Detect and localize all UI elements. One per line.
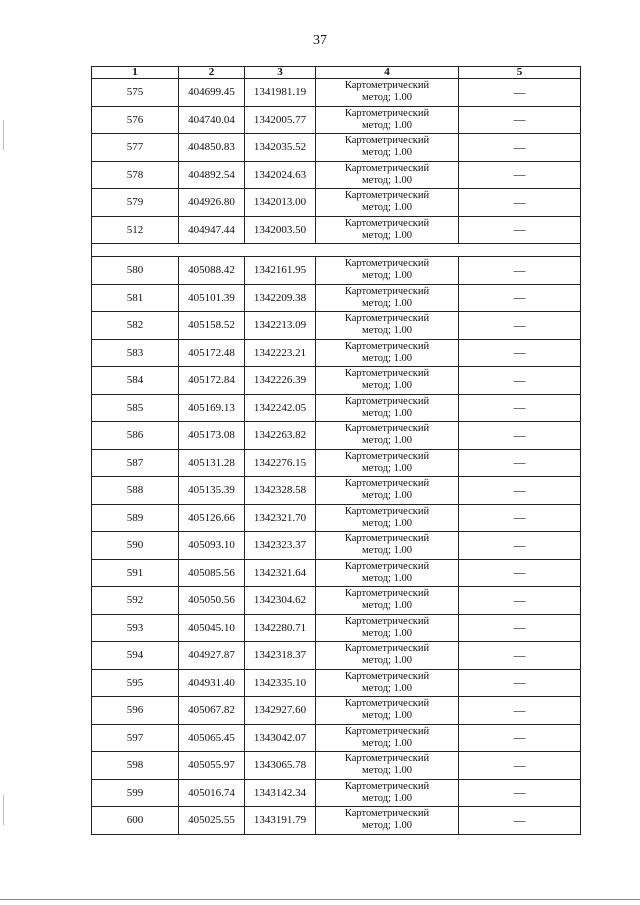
method-line-2: метод; 1.00 (362, 462, 412, 474)
method-line-1: Картометрический (344, 533, 430, 545)
method-line-1: Картометрический (344, 190, 430, 202)
method-line-1: Картометрический (344, 135, 430, 147)
method-line-2: метод; 1.00 (362, 600, 412, 612)
method-line-2: метод; 1.00 (362, 765, 412, 777)
table-row (92, 79, 581, 107)
method-line-1: Картометрический (344, 340, 430, 352)
point-number-cell: 575 (92, 79, 179, 107)
point-number-cell: 577 (92, 134, 179, 162)
point-number-cell: 512 (92, 216, 179, 244)
method-line-1: Картометрический (344, 615, 430, 627)
table-row (92, 752, 581, 780)
coordinate-y-cell: 1342328.58 (245, 477, 316, 505)
method-line-1: Картометрический (344, 560, 430, 572)
coordinate-x-cell: 405016.74 (179, 779, 245, 807)
method-line-1: Картометрический (344, 313, 430, 325)
description-cell: — (459, 477, 581, 505)
description-cell: — (459, 752, 581, 780)
method-cell (316, 367, 459, 395)
method-cell (316, 724, 459, 752)
coordinate-x-cell: 405172.48 (179, 339, 245, 367)
method-line-1: Картометрический (344, 643, 430, 655)
coordinate-x-cell: 404926.80 (179, 189, 245, 217)
coordinate-x-cell: 404740.04 (179, 106, 245, 134)
point-number-cell: 599 (92, 779, 179, 807)
coordinate-y-cell: 1342263.82 (245, 422, 316, 450)
point-number-cell: 583 (92, 339, 179, 367)
method-line-2: метод; 1.00 (362, 352, 412, 364)
coordinate-x-cell: 405055.97 (179, 752, 245, 780)
scan-bottom-edge (0, 899, 640, 900)
method-cell (316, 284, 459, 312)
method-line-2: метод; 1.00 (362, 297, 412, 309)
method-line-1: Картометрический (344, 423, 430, 435)
method-cell (316, 312, 459, 340)
method-line-2: метод; 1.00 (362, 682, 412, 694)
point-number-cell: 600 (92, 807, 179, 835)
method-line-1: Картометрический (344, 670, 430, 682)
description-cell: — (459, 394, 581, 422)
coordinate-x-cell: 404947.44 (179, 216, 245, 244)
method-line-2: метод; 1.00 (362, 627, 412, 639)
method-cell (316, 449, 459, 477)
method-line-2: метод; 1.00 (362, 325, 412, 337)
coordinate-y-cell: 1342321.64 (245, 559, 316, 587)
method-line-2: метод; 1.00 (362, 435, 412, 447)
table-row (92, 614, 581, 642)
table-row (92, 559, 581, 587)
coordinate-x-cell: 404699.45 (179, 79, 245, 107)
method-line-1: Картометрический (344, 725, 430, 737)
table-header-row (92, 67, 581, 79)
table-row (92, 449, 581, 477)
coordinate-y-cell: 1342318.37 (245, 642, 316, 670)
description-cell: — (459, 161, 581, 189)
method-line-1: Картометрический (344, 753, 430, 765)
coordinates-table (91, 66, 581, 835)
method-line-1: Картометрический (344, 698, 430, 710)
method-line-2: метод; 1.00 (362, 407, 412, 419)
method-cell (316, 779, 459, 807)
coordinate-y-cell: 1342013.00 (245, 189, 316, 217)
table-row (92, 312, 581, 340)
method-cell (316, 216, 459, 244)
contour-separator-row (92, 244, 581, 257)
method-cell (316, 477, 459, 505)
method-cell (316, 752, 459, 780)
coordinate-y-cell: 1342035.52 (245, 134, 316, 162)
table-row (92, 189, 581, 217)
method-line-1: Картометрический (344, 780, 430, 792)
coordinate-x-cell: 405173.08 (179, 422, 245, 450)
coordinate-y-cell: 1342335.10 (245, 669, 316, 697)
method-line-1: Картометрический (344, 368, 430, 380)
table-row (92, 669, 581, 697)
description-cell: — (459, 257, 581, 285)
method-line-1: Картометрический (344, 107, 430, 119)
method-line-2: метод; 1.00 (362, 270, 412, 282)
column-header: 3 (245, 67, 316, 79)
point-number-cell: 581 (92, 284, 179, 312)
method-line-2: метод; 1.00 (362, 202, 412, 214)
column-header: 2 (179, 67, 245, 79)
coordinate-y-cell: 1342323.37 (245, 532, 316, 560)
description-cell: — (459, 367, 581, 395)
coordinate-y-cell: 1342003.50 (245, 216, 316, 244)
coordinate-y-cell: 1342223.21 (245, 339, 316, 367)
point-number-cell: 589 (92, 504, 179, 532)
method-line-2: метод; 1.00 (362, 517, 412, 529)
coordinate-y-cell: 1342024.63 (245, 161, 316, 189)
method-cell (316, 614, 459, 642)
table-row (92, 697, 581, 725)
coordinate-x-cell: 405172.84 (179, 367, 245, 395)
method-line-1: Картометрический (344, 80, 430, 92)
column-header: 1 (92, 67, 179, 79)
method-line-2: метод; 1.00 (362, 490, 412, 502)
method-line-2: метод; 1.00 (362, 655, 412, 667)
method-line-2: метод; 1.00 (362, 572, 412, 584)
method-line-2: метод; 1.00 (362, 119, 412, 131)
point-number-cell: 578 (92, 161, 179, 189)
coordinate-y-cell: 1342213.09 (245, 312, 316, 340)
point-number-cell: 582 (92, 312, 179, 340)
description-cell: — (459, 614, 581, 642)
method-cell (316, 697, 459, 725)
point-number-cell: 586 (92, 422, 179, 450)
table-row (92, 161, 581, 189)
table-row (92, 106, 581, 134)
description-cell: — (459, 449, 581, 477)
description-cell: — (459, 284, 581, 312)
coordinate-x-cell: 405025.55 (179, 807, 245, 835)
table-row (92, 477, 581, 505)
description-cell: — (459, 697, 581, 725)
method-line-1: Картометрический (344, 395, 430, 407)
coordinate-x-cell: 405050.56 (179, 587, 245, 615)
method-cell (316, 807, 459, 835)
coordinate-y-cell: 1342242.05 (245, 394, 316, 422)
method-line-1: Картометрический (344, 808, 430, 820)
coordinate-y-cell: 1342304.62 (245, 587, 316, 615)
table-row (92, 367, 581, 395)
description-cell: — (459, 312, 581, 340)
point-number-cell: 584 (92, 367, 179, 395)
description-cell: — (459, 724, 581, 752)
coordinate-y-cell: 1341981.19 (245, 79, 316, 107)
point-number-cell: 598 (92, 752, 179, 780)
method-cell (316, 532, 459, 560)
description-cell: — (459, 216, 581, 244)
description-cell: — (459, 587, 581, 615)
point-number-cell: 596 (92, 697, 179, 725)
coordinate-x-cell: 404892.54 (179, 161, 245, 189)
method-cell (316, 257, 459, 285)
coordinate-y-cell: 1342209.38 (245, 284, 316, 312)
table-row (92, 134, 581, 162)
method-cell (316, 559, 459, 587)
point-number-cell: 585 (92, 394, 179, 422)
table-row (92, 724, 581, 752)
coordinate-x-cell: 405088.42 (179, 257, 245, 285)
method-line-1: Картометрический (344, 217, 430, 229)
coordinate-y-cell: 1342161.95 (245, 257, 316, 285)
table-row (92, 284, 581, 312)
method-cell (316, 504, 459, 532)
point-number-cell: 595 (92, 669, 179, 697)
coordinate-x-cell: 405085.56 (179, 559, 245, 587)
coordinate-x-cell: 404927.87 (179, 642, 245, 670)
description-cell: — (459, 422, 581, 450)
method-line-2: метод; 1.00 (362, 147, 412, 159)
point-number-cell: 597 (92, 724, 179, 752)
table-row (92, 216, 581, 244)
coordinate-y-cell: 1342276.15 (245, 449, 316, 477)
coordinate-y-cell: 1343191.79 (245, 807, 316, 835)
description-cell: — (459, 532, 581, 560)
method-line-2: метод; 1.00 (362, 820, 412, 832)
method-line-1: Картометрический (344, 162, 430, 174)
coordinate-x-cell: 405093.10 (179, 532, 245, 560)
coordinate-x-cell: 405131.28 (179, 449, 245, 477)
column-header: 4 (316, 67, 459, 79)
method-line-2: метод; 1.00 (362, 380, 412, 392)
description-cell: — (459, 559, 581, 587)
table-row (92, 257, 581, 285)
method-line-1: Картометрический (344, 258, 430, 270)
point-number-cell: 591 (92, 559, 179, 587)
method-cell (316, 106, 459, 134)
method-line-1: Картометрический (344, 588, 430, 600)
page-number: 37 (313, 33, 327, 48)
table-row (92, 587, 581, 615)
point-number-cell: 588 (92, 477, 179, 505)
method-line-2: метод; 1.00 (362, 737, 412, 749)
description-cell: — (459, 189, 581, 217)
method-cell (316, 161, 459, 189)
coordinate-y-cell: 1342226.39 (245, 367, 316, 395)
coordinate-x-cell: 404850.83 (179, 134, 245, 162)
coordinate-x-cell: 405158.52 (179, 312, 245, 340)
separator-cell (92, 244, 581, 257)
description-cell: — (459, 669, 581, 697)
point-number-cell: 590 (92, 532, 179, 560)
method-cell (316, 134, 459, 162)
description-cell: — (459, 79, 581, 107)
coordinate-y-cell: 1342321.70 (245, 504, 316, 532)
method-cell (316, 422, 459, 450)
coordinate-y-cell: 1343065.78 (245, 752, 316, 780)
description-cell: — (459, 779, 581, 807)
table-row (92, 532, 581, 560)
coordinate-y-cell: 1343142.34 (245, 779, 316, 807)
coordinate-x-cell: 405067.82 (179, 697, 245, 725)
method-cell (316, 394, 459, 422)
description-cell: — (459, 134, 581, 162)
coordinate-y-cell: 1342927.60 (245, 697, 316, 725)
method-cell (316, 587, 459, 615)
coordinate-x-cell: 405126.66 (179, 504, 245, 532)
point-number-cell: 580 (92, 257, 179, 285)
method-line-1: Картометрический (344, 450, 430, 462)
coordinate-x-cell: 405045.10 (179, 614, 245, 642)
description-cell: — (459, 339, 581, 367)
table-row (92, 339, 581, 367)
table-row (92, 422, 581, 450)
point-number-cell: 592 (92, 587, 179, 615)
point-number-cell: 579 (92, 189, 179, 217)
table-row (92, 504, 581, 532)
method-cell (316, 79, 459, 107)
scan-edge-mark (3, 795, 4, 825)
method-line-1: Картометрический (344, 478, 430, 490)
method-line-1: Картометрический (344, 285, 430, 297)
table-row (92, 807, 581, 835)
description-cell: — (459, 504, 581, 532)
method-cell (316, 189, 459, 217)
coordinate-x-cell: 405065.45 (179, 724, 245, 752)
method-cell (316, 642, 459, 670)
method-cell (316, 339, 459, 367)
point-number-cell: 576 (92, 106, 179, 134)
column-header: 5 (459, 67, 581, 79)
point-number-cell: 593 (92, 614, 179, 642)
coordinate-y-cell: 1342280.71 (245, 614, 316, 642)
coordinate-x-cell: 405101.39 (179, 284, 245, 312)
description-cell: — (459, 807, 581, 835)
method-cell (316, 669, 459, 697)
method-line-1: Картометрический (344, 505, 430, 517)
method-line-2: метод; 1.00 (362, 710, 412, 722)
table-row (92, 394, 581, 422)
point-number-cell: 594 (92, 642, 179, 670)
method-line-2: метод; 1.00 (362, 174, 412, 186)
point-number-cell: 587 (92, 449, 179, 477)
description-cell: — (459, 642, 581, 670)
table-row (92, 642, 581, 670)
description-cell: — (459, 106, 581, 134)
scan-edge-mark (3, 120, 4, 150)
coordinate-x-cell: 404931.40 (179, 669, 245, 697)
table-row (92, 779, 581, 807)
coordinate-x-cell: 405169.13 (179, 394, 245, 422)
coordinate-y-cell: 1342005.77 (245, 106, 316, 134)
method-line-2: метод; 1.00 (362, 792, 412, 804)
coordinate-x-cell: 405135.39 (179, 477, 245, 505)
method-line-2: метод; 1.00 (362, 545, 412, 557)
coordinate-y-cell: 1343042.07 (245, 724, 316, 752)
method-line-2: метод; 1.00 (362, 92, 412, 104)
method-line-2: метод; 1.00 (362, 229, 412, 241)
